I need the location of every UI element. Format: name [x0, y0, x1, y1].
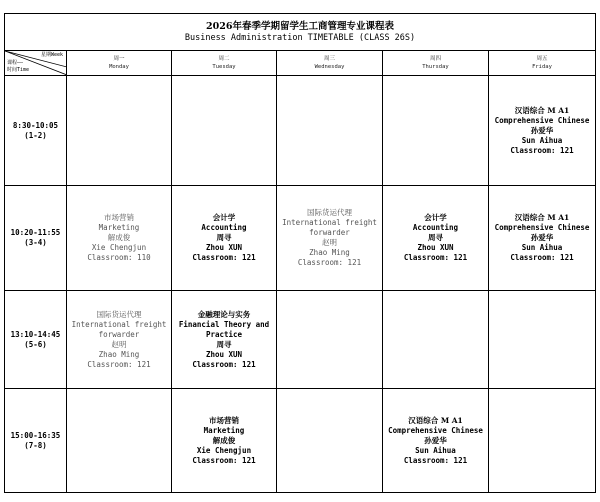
course-info — [172, 310, 276, 370]
course-line: 孙爱华 — [530, 125, 554, 135]
course-info — [172, 213, 276, 263]
course-info — [383, 213, 488, 263]
course-cell — [383, 186, 489, 291]
course-line: 市场营销 — [209, 415, 239, 425]
course-line: Zhou XUN — [417, 243, 454, 252]
course-line: 国际货运代理 — [307, 208, 352, 217]
course-line: Classroom: 121 — [510, 253, 574, 262]
day-en: Thursday — [422, 64, 449, 70]
day-zh: 周五 — [536, 56, 548, 62]
corner-course-label: 课程—— — [7, 60, 24, 66]
course-info — [172, 416, 276, 466]
course-line: 孙爱华 — [530, 233, 554, 242]
day-en: Monday — [109, 64, 129, 70]
course-line: Zhou XUN — [205, 349, 243, 359]
period-number: (1-2) — [24, 130, 47, 140]
time-range: 15:00-16:35 — [10, 430, 61, 440]
day-zh: 周一 — [113, 56, 125, 62]
course-line: forwarder — [98, 329, 140, 339]
course-line: Classroom: 121 — [297, 258, 362, 267]
course-line: Marketing — [203, 425, 245, 435]
course-info — [489, 213, 595, 263]
course-cell — [383, 389, 489, 493]
course-info — [67, 213, 171, 263]
day-zh: 周三 — [323, 56, 335, 62]
period-row — [5, 389, 596, 493]
course-line: Zhao Ming — [309, 248, 350, 257]
course-line: Classroom: 121 — [510, 145, 574, 155]
course-line: Classroom: 121 — [192, 253, 256, 262]
course-line: Comprehensive Chinese — [494, 115, 590, 125]
course-line: Classroom: 121 — [403, 253, 468, 262]
course-line: Classroom: 121 — [403, 455, 468, 465]
course-cell — [172, 291, 277, 389]
course-line: Classroom: 121 — [192, 455, 256, 465]
period-number: (5-6) — [24, 339, 47, 349]
course-line: 金融理论与实务 — [197, 309, 251, 319]
empty-slot-cell — [277, 76, 383, 186]
course-cell — [277, 186, 383, 291]
time-slot-cell — [5, 291, 67, 389]
day-en: Friday — [532, 64, 552, 70]
course-cell — [172, 186, 277, 291]
empty-slot-cell — [277, 291, 383, 389]
course-cell — [67, 186, 172, 291]
course-info — [277, 208, 382, 268]
course-line: Xie Chengjun — [91, 243, 147, 252]
empty-slot-cell — [172, 76, 277, 186]
course-line: Practice — [205, 329, 243, 339]
empty-slot-cell — [383, 76, 489, 186]
course-cell — [172, 389, 277, 493]
course-line: 汉语综合 M A1 — [514, 105, 570, 115]
course-line: Zhou XUN — [205, 243, 243, 252]
course-line: Marketing — [98, 223, 140, 232]
course-info — [67, 310, 171, 370]
course-line: 汉语综合 M A1 — [514, 213, 570, 222]
course-line: Sun Aihua — [415, 445, 456, 455]
time-slot-cell — [5, 389, 67, 493]
empty-slot-cell — [383, 291, 489, 389]
course-line: 市场营销 — [104, 213, 134, 222]
course-line: Sun Aihua — [521, 243, 563, 252]
time-range: 10:20-11:55 — [10, 228, 61, 237]
time-slot-cell — [5, 76, 67, 186]
day-en: Tuesday — [212, 64, 236, 70]
corner-week-label: 星期Week — [40, 52, 63, 58]
course-line: 国际货运代理 — [96, 309, 142, 319]
course-line: Comprehensive Chinese — [494, 223, 590, 232]
course-line: Financial Theory and — [178, 319, 270, 329]
time-range: 13:10-14:45 — [10, 329, 61, 339]
day-zh: 周四 — [429, 56, 441, 62]
course-cell — [489, 76, 596, 186]
course-line: 孙爱华 — [424, 435, 447, 445]
period-number: (7-8) — [24, 440, 47, 450]
course-info — [383, 416, 488, 466]
course-line: 汉语综合 M A1 — [408, 415, 463, 425]
day-header-friday — [489, 51, 596, 76]
day-header-tuesday — [172, 51, 277, 76]
course-line: Classroom: 110 — [87, 253, 151, 262]
empty-slot-cell — [489, 389, 596, 493]
day-en: Wednesday — [314, 64, 345, 70]
course-line: Zhao Ming — [98, 349, 140, 359]
period-row — [5, 186, 596, 291]
course-cell — [489, 186, 596, 291]
course-line: Accounting — [201, 223, 247, 232]
corner-time-label: 时间Time — [7, 67, 30, 73]
course-line: 解成俊 — [212, 435, 236, 445]
day-header-monday — [67, 51, 172, 76]
course-line: 会计学 — [424, 213, 447, 222]
period-number: (3-4) — [24, 238, 47, 247]
time-slot-cell — [5, 186, 67, 291]
period-row — [5, 76, 596, 186]
course-line: Comprehensive Chinese — [388, 425, 483, 435]
empty-slot-cell — [489, 291, 596, 389]
empty-slot-cell — [67, 389, 172, 493]
day-header-wednesday — [277, 51, 383, 76]
course-line: International freight — [71, 319, 167, 329]
course-line: forwarder — [309, 228, 350, 237]
course-line: Classroom: 121 — [87, 359, 151, 369]
course-line: International freight — [282, 218, 377, 227]
course-line: 赵明 — [322, 238, 337, 247]
timetable-title — [5, 14, 596, 51]
course-line: 解成俊 — [107, 233, 131, 242]
course-line: Xie Chengjun — [196, 445, 252, 455]
corner-header — [5, 51, 67, 76]
course-line: 周寻 — [216, 339, 232, 349]
timetable — [4, 13, 596, 493]
course-info — [489, 106, 595, 156]
title-english: Business Administration TIMETABLE (CLASS 26S) — [184, 32, 416, 43]
course-cell — [67, 291, 172, 389]
day-header-row — [5, 51, 596, 76]
course-line: 赵明 — [111, 339, 127, 349]
empty-slot-cell — [277, 389, 383, 493]
time-range: 8:30-10:05 — [12, 120, 59, 130]
period-row — [5, 291, 596, 389]
course-line: 会计学 — [212, 213, 236, 222]
course-line: Classroom: 121 — [192, 359, 256, 369]
course-line: Sun Aihua — [521, 135, 563, 145]
course-line: 周寻 — [428, 233, 443, 242]
course-line: Accounting — [412, 223, 459, 232]
day-header-thursday — [383, 51, 489, 76]
course-line: 周寻 — [216, 233, 232, 242]
title-chinese: 2026年春季学期留学生工商管理专业课程表 — [206, 20, 394, 32]
day-zh: 周二 — [218, 56, 230, 62]
empty-slot-cell — [67, 76, 172, 186]
